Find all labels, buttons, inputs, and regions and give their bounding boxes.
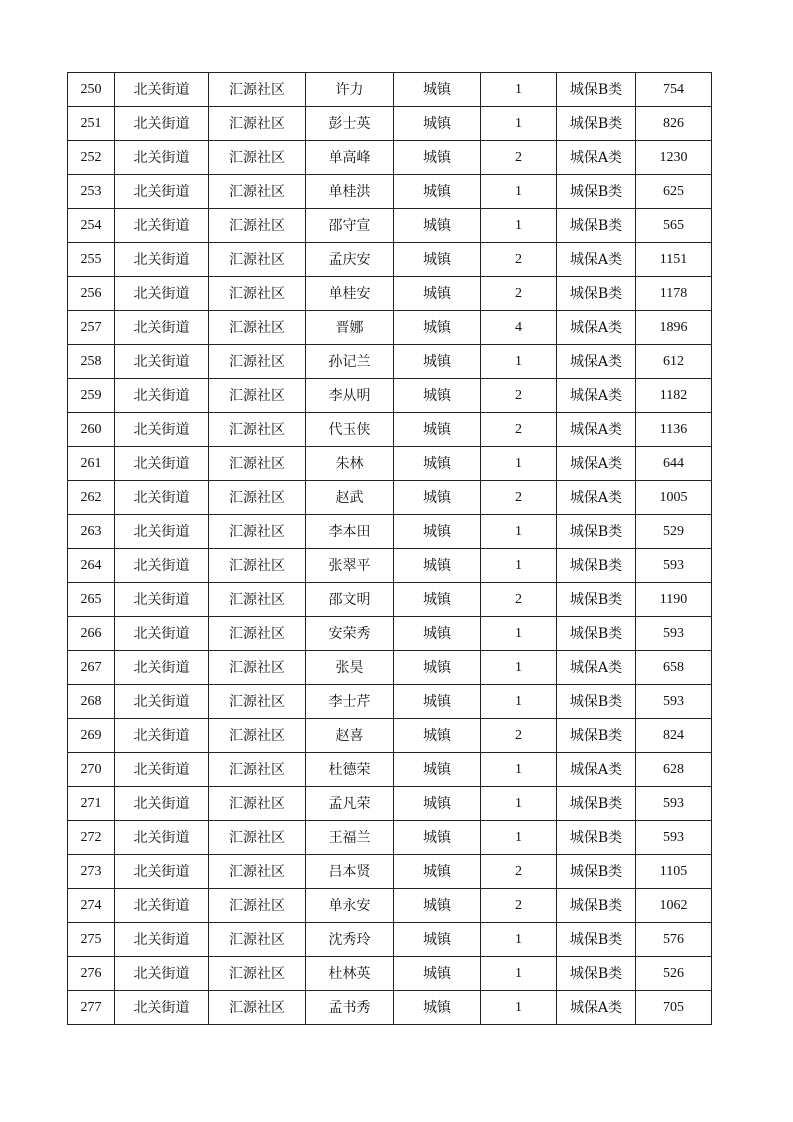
cell-serial-number: 254 bbox=[68, 209, 115, 243]
table-row bbox=[68, 447, 712, 481]
cell-insurance-category: 城保A类 bbox=[557, 651, 636, 685]
cell-insurance-category: 城保B类 bbox=[557, 923, 636, 957]
cell-insurance-category: 城保B类 bbox=[557, 719, 636, 753]
cell-household-count: 1 bbox=[481, 73, 557, 107]
cell-household-count: 1 bbox=[481, 753, 557, 787]
cell-street: 北关街道 bbox=[115, 889, 209, 923]
cell-residence-type: 城镇 bbox=[394, 481, 481, 515]
cell-amount: 824 bbox=[636, 719, 712, 753]
table-row bbox=[68, 753, 712, 787]
cell-community: 汇源社区 bbox=[209, 957, 306, 991]
cell-household-count: 2 bbox=[481, 719, 557, 753]
cell-amount: 1182 bbox=[636, 379, 712, 413]
cell-residence-type: 城镇 bbox=[394, 753, 481, 787]
table-row bbox=[68, 379, 712, 413]
cell-amount: 1178 bbox=[636, 277, 712, 311]
cell-amount: 526 bbox=[636, 957, 712, 991]
cell-community: 汇源社区 bbox=[209, 141, 306, 175]
cell-serial-number: 275 bbox=[68, 923, 115, 957]
cell-insurance-category: 城保B类 bbox=[557, 73, 636, 107]
table-row bbox=[68, 651, 712, 685]
cell-person-name: 赵武 bbox=[306, 481, 394, 515]
cell-residence-type: 城镇 bbox=[394, 957, 481, 991]
cell-community: 汇源社区 bbox=[209, 107, 306, 141]
cell-household-count: 1 bbox=[481, 991, 557, 1025]
cell-residence-type: 城镇 bbox=[394, 73, 481, 107]
cell-serial-number: 256 bbox=[68, 277, 115, 311]
cell-insurance-category: 城保A类 bbox=[557, 243, 636, 277]
cell-street: 北关街道 bbox=[115, 73, 209, 107]
cell-household-count: 2 bbox=[481, 583, 557, 617]
cell-street: 北关街道 bbox=[115, 583, 209, 617]
cell-street: 北关街道 bbox=[115, 991, 209, 1025]
cell-person-name: 王福兰 bbox=[306, 821, 394, 855]
table-row bbox=[68, 413, 712, 447]
cell-community: 汇源社区 bbox=[209, 719, 306, 753]
cell-serial-number: 265 bbox=[68, 583, 115, 617]
cell-amount: 593 bbox=[636, 685, 712, 719]
table-row bbox=[68, 73, 712, 107]
cell-community: 汇源社区 bbox=[209, 787, 306, 821]
cell-amount: 1230 bbox=[636, 141, 712, 175]
cell-insurance-category: 城保A类 bbox=[557, 447, 636, 481]
cell-community: 汇源社区 bbox=[209, 685, 306, 719]
cell-serial-number: 269 bbox=[68, 719, 115, 753]
cell-household-count: 1 bbox=[481, 515, 557, 549]
cell-residence-type: 城镇 bbox=[394, 787, 481, 821]
table-row bbox=[68, 481, 712, 515]
cell-residence-type: 城镇 bbox=[394, 855, 481, 889]
cell-amount: 593 bbox=[636, 549, 712, 583]
cell-person-name: 单桂洪 bbox=[306, 175, 394, 209]
cell-person-name: 李士芹 bbox=[306, 685, 394, 719]
cell-insurance-category: 城保A类 bbox=[557, 345, 636, 379]
cell-amount: 628 bbox=[636, 753, 712, 787]
cell-insurance-category: 城保B类 bbox=[557, 583, 636, 617]
cell-insurance-category: 城保B类 bbox=[557, 787, 636, 821]
cell-insurance-category: 城保B类 bbox=[557, 821, 636, 855]
cell-household-count: 1 bbox=[481, 957, 557, 991]
cell-residence-type: 城镇 bbox=[394, 889, 481, 923]
table-row bbox=[68, 209, 712, 243]
cell-insurance-category: 城保A类 bbox=[557, 991, 636, 1025]
cell-household-count: 1 bbox=[481, 617, 557, 651]
cell-amount: 1190 bbox=[636, 583, 712, 617]
cell-community: 汇源社区 bbox=[209, 583, 306, 617]
cell-insurance-category: 城保B类 bbox=[557, 107, 636, 141]
table-row bbox=[68, 719, 712, 753]
table-row bbox=[68, 311, 712, 345]
cell-person-name: 张昊 bbox=[306, 651, 394, 685]
cell-street: 北关街道 bbox=[115, 855, 209, 889]
cell-street: 北关街道 bbox=[115, 277, 209, 311]
cell-community: 汇源社区 bbox=[209, 379, 306, 413]
cell-household-count: 2 bbox=[481, 481, 557, 515]
cell-community: 汇源社区 bbox=[209, 549, 306, 583]
cell-insurance-category: 城保A类 bbox=[557, 379, 636, 413]
cell-residence-type: 城镇 bbox=[394, 991, 481, 1025]
cell-person-name: 邵守宣 bbox=[306, 209, 394, 243]
cell-serial-number: 255 bbox=[68, 243, 115, 277]
cell-serial-number: 263 bbox=[68, 515, 115, 549]
cell-household-count: 2 bbox=[481, 243, 557, 277]
cell-serial-number: 276 bbox=[68, 957, 115, 991]
cell-amount: 576 bbox=[636, 923, 712, 957]
cell-serial-number: 250 bbox=[68, 73, 115, 107]
cell-household-count: 4 bbox=[481, 311, 557, 345]
cell-residence-type: 城镇 bbox=[394, 719, 481, 753]
cell-amount: 565 bbox=[636, 209, 712, 243]
cell-amount: 754 bbox=[636, 73, 712, 107]
table-row bbox=[68, 923, 712, 957]
cell-residence-type: 城镇 bbox=[394, 923, 481, 957]
cell-community: 汇源社区 bbox=[209, 209, 306, 243]
cell-person-name: 李从明 bbox=[306, 379, 394, 413]
cell-insurance-category: 城保A类 bbox=[557, 753, 636, 787]
cell-residence-type: 城镇 bbox=[394, 175, 481, 209]
cell-insurance-category: 城保A类 bbox=[557, 311, 636, 345]
cell-household-count: 2 bbox=[481, 379, 557, 413]
cell-person-name: 吕本贤 bbox=[306, 855, 394, 889]
cell-household-count: 1 bbox=[481, 685, 557, 719]
cell-street: 北关街道 bbox=[115, 719, 209, 753]
cell-residence-type: 城镇 bbox=[394, 821, 481, 855]
cell-community: 汇源社区 bbox=[209, 923, 306, 957]
cell-street: 北关街道 bbox=[115, 243, 209, 277]
cell-street: 北关街道 bbox=[115, 821, 209, 855]
cell-person-name: 单高峰 bbox=[306, 141, 394, 175]
cell-insurance-category: 城保B类 bbox=[557, 855, 636, 889]
cell-person-name: 杜德荣 bbox=[306, 753, 394, 787]
cell-person-name: 赵喜 bbox=[306, 719, 394, 753]
cell-household-count: 2 bbox=[481, 413, 557, 447]
cell-person-name: 孙记兰 bbox=[306, 345, 394, 379]
cell-community: 汇源社区 bbox=[209, 175, 306, 209]
cell-amount: 1105 bbox=[636, 855, 712, 889]
cell-insurance-category: 城保B类 bbox=[557, 889, 636, 923]
cell-residence-type: 城镇 bbox=[394, 685, 481, 719]
cell-community: 汇源社区 bbox=[209, 991, 306, 1025]
cell-serial-number: 253 bbox=[68, 175, 115, 209]
cell-street: 北关街道 bbox=[115, 447, 209, 481]
cell-amount: 1896 bbox=[636, 311, 712, 345]
cell-residence-type: 城镇 bbox=[394, 141, 481, 175]
table-row bbox=[68, 583, 712, 617]
cell-insurance-category: 城保B类 bbox=[557, 617, 636, 651]
cell-person-name: 单永安 bbox=[306, 889, 394, 923]
cell-household-count: 1 bbox=[481, 175, 557, 209]
cell-serial-number: 267 bbox=[68, 651, 115, 685]
cell-serial-number: 277 bbox=[68, 991, 115, 1025]
cell-street: 北关街道 bbox=[115, 141, 209, 175]
cell-community: 汇源社区 bbox=[209, 651, 306, 685]
cell-insurance-category: 城保B类 bbox=[557, 957, 636, 991]
cell-household-count: 1 bbox=[481, 787, 557, 821]
cell-amount: 593 bbox=[636, 787, 712, 821]
cell-community: 汇源社区 bbox=[209, 753, 306, 787]
table-body bbox=[68, 73, 712, 1025]
cell-street: 北关街道 bbox=[115, 753, 209, 787]
cell-amount: 658 bbox=[636, 651, 712, 685]
table-row bbox=[68, 175, 712, 209]
cell-insurance-category: 城保A类 bbox=[557, 141, 636, 175]
cell-street: 北关街道 bbox=[115, 787, 209, 821]
cell-insurance-category: 城保B类 bbox=[557, 685, 636, 719]
cell-amount: 593 bbox=[636, 617, 712, 651]
cell-residence-type: 城镇 bbox=[394, 107, 481, 141]
cell-person-name: 杜林英 bbox=[306, 957, 394, 991]
cell-serial-number: 268 bbox=[68, 685, 115, 719]
cell-household-count: 1 bbox=[481, 209, 557, 243]
cell-serial-number: 251 bbox=[68, 107, 115, 141]
cell-amount: 1136 bbox=[636, 413, 712, 447]
cell-community: 汇源社区 bbox=[209, 617, 306, 651]
cell-residence-type: 城镇 bbox=[394, 379, 481, 413]
table-row bbox=[68, 855, 712, 889]
cell-residence-type: 城镇 bbox=[394, 583, 481, 617]
cell-insurance-category: 城保A类 bbox=[557, 413, 636, 447]
table-row bbox=[68, 889, 712, 923]
cell-community: 汇源社区 bbox=[209, 345, 306, 379]
cell-community: 汇源社区 bbox=[209, 447, 306, 481]
table-row bbox=[68, 957, 712, 991]
table-row bbox=[68, 345, 712, 379]
cell-amount: 644 bbox=[636, 447, 712, 481]
cell-street: 北关街道 bbox=[115, 923, 209, 957]
cell-street: 北关街道 bbox=[115, 481, 209, 515]
beneficiary-table bbox=[67, 72, 712, 1025]
cell-household-count: 2 bbox=[481, 141, 557, 175]
cell-amount: 1151 bbox=[636, 243, 712, 277]
cell-amount: 705 bbox=[636, 991, 712, 1025]
cell-household-count: 2 bbox=[481, 277, 557, 311]
cell-amount: 826 bbox=[636, 107, 712, 141]
cell-community: 汇源社区 bbox=[209, 889, 306, 923]
cell-street: 北关街道 bbox=[115, 413, 209, 447]
cell-serial-number: 258 bbox=[68, 345, 115, 379]
cell-community: 汇源社区 bbox=[209, 481, 306, 515]
cell-serial-number: 271 bbox=[68, 787, 115, 821]
cell-person-name: 许力 bbox=[306, 73, 394, 107]
cell-street: 北关街道 bbox=[115, 311, 209, 345]
cell-insurance-category: 城保A类 bbox=[557, 481, 636, 515]
table-row bbox=[68, 277, 712, 311]
cell-household-count: 1 bbox=[481, 447, 557, 481]
cell-amount: 625 bbox=[636, 175, 712, 209]
cell-person-name: 单桂安 bbox=[306, 277, 394, 311]
cell-household-count: 1 bbox=[481, 345, 557, 379]
table-row bbox=[68, 685, 712, 719]
cell-residence-type: 城镇 bbox=[394, 345, 481, 379]
cell-person-name: 彭士英 bbox=[306, 107, 394, 141]
cell-community: 汇源社区 bbox=[209, 413, 306, 447]
cell-residence-type: 城镇 bbox=[394, 413, 481, 447]
cell-insurance-category: 城保B类 bbox=[557, 277, 636, 311]
cell-insurance-category: 城保B类 bbox=[557, 549, 636, 583]
cell-community: 汇源社区 bbox=[209, 73, 306, 107]
cell-residence-type: 城镇 bbox=[394, 209, 481, 243]
cell-serial-number: 260 bbox=[68, 413, 115, 447]
cell-person-name: 张翠平 bbox=[306, 549, 394, 583]
table-row bbox=[68, 549, 712, 583]
cell-person-name: 沈秀玲 bbox=[306, 923, 394, 957]
table-row bbox=[68, 243, 712, 277]
cell-street: 北关街道 bbox=[115, 685, 209, 719]
cell-community: 汇源社区 bbox=[209, 515, 306, 549]
cell-person-name: 李本田 bbox=[306, 515, 394, 549]
cell-serial-number: 264 bbox=[68, 549, 115, 583]
cell-amount: 529 bbox=[636, 515, 712, 549]
cell-serial-number: 270 bbox=[68, 753, 115, 787]
cell-serial-number: 272 bbox=[68, 821, 115, 855]
cell-street: 北关街道 bbox=[115, 345, 209, 379]
cell-person-name: 孟庆安 bbox=[306, 243, 394, 277]
cell-community: 汇源社区 bbox=[209, 277, 306, 311]
cell-amount: 612 bbox=[636, 345, 712, 379]
cell-serial-number: 274 bbox=[68, 889, 115, 923]
cell-household-count: 2 bbox=[481, 855, 557, 889]
cell-residence-type: 城镇 bbox=[394, 651, 481, 685]
table-row bbox=[68, 787, 712, 821]
cell-street: 北关街道 bbox=[115, 107, 209, 141]
cell-community: 汇源社区 bbox=[209, 311, 306, 345]
cell-street: 北关街道 bbox=[115, 651, 209, 685]
cell-street: 北关街道 bbox=[115, 175, 209, 209]
table-row bbox=[68, 515, 712, 549]
cell-residence-type: 城镇 bbox=[394, 515, 481, 549]
cell-street: 北关街道 bbox=[115, 209, 209, 243]
table-row bbox=[68, 991, 712, 1025]
cell-serial-number: 252 bbox=[68, 141, 115, 175]
cell-person-name: 安荣秀 bbox=[306, 617, 394, 651]
cell-household-count: 1 bbox=[481, 923, 557, 957]
cell-insurance-category: 城保B类 bbox=[557, 175, 636, 209]
cell-residence-type: 城镇 bbox=[394, 243, 481, 277]
cell-serial-number: 273 bbox=[68, 855, 115, 889]
cell-person-name: 代玉侠 bbox=[306, 413, 394, 447]
cell-person-name: 孟书秀 bbox=[306, 991, 394, 1025]
cell-serial-number: 266 bbox=[68, 617, 115, 651]
cell-serial-number: 262 bbox=[68, 481, 115, 515]
table-row bbox=[68, 107, 712, 141]
cell-community: 汇源社区 bbox=[209, 243, 306, 277]
cell-household-count: 2 bbox=[481, 889, 557, 923]
cell-street: 北关街道 bbox=[115, 549, 209, 583]
cell-street: 北关街道 bbox=[115, 617, 209, 651]
cell-household-count: 1 bbox=[481, 107, 557, 141]
cell-insurance-category: 城保B类 bbox=[557, 515, 636, 549]
cell-residence-type: 城镇 bbox=[394, 447, 481, 481]
cell-residence-type: 城镇 bbox=[394, 277, 481, 311]
cell-serial-number: 259 bbox=[68, 379, 115, 413]
table-row bbox=[68, 617, 712, 651]
cell-street: 北关街道 bbox=[115, 515, 209, 549]
cell-person-name: 邵文明 bbox=[306, 583, 394, 617]
cell-insurance-category: 城保B类 bbox=[557, 209, 636, 243]
cell-residence-type: 城镇 bbox=[394, 311, 481, 345]
cell-household-count: 1 bbox=[481, 549, 557, 583]
cell-person-name: 朱林 bbox=[306, 447, 394, 481]
cell-household-count: 1 bbox=[481, 821, 557, 855]
cell-residence-type: 城镇 bbox=[394, 549, 481, 583]
cell-serial-number: 257 bbox=[68, 311, 115, 345]
cell-person-name: 孟凡荣 bbox=[306, 787, 394, 821]
cell-amount: 1062 bbox=[636, 889, 712, 923]
cell-amount: 593 bbox=[636, 821, 712, 855]
cell-community: 汇源社区 bbox=[209, 855, 306, 889]
cell-household-count: 1 bbox=[481, 651, 557, 685]
table-row bbox=[68, 821, 712, 855]
table-row bbox=[68, 141, 712, 175]
cell-amount: 1005 bbox=[636, 481, 712, 515]
cell-street: 北关街道 bbox=[115, 957, 209, 991]
cell-serial-number: 261 bbox=[68, 447, 115, 481]
cell-street: 北关街道 bbox=[115, 379, 209, 413]
cell-community: 汇源社区 bbox=[209, 821, 306, 855]
cell-residence-type: 城镇 bbox=[394, 617, 481, 651]
cell-person-name: 晋娜 bbox=[306, 311, 394, 345]
